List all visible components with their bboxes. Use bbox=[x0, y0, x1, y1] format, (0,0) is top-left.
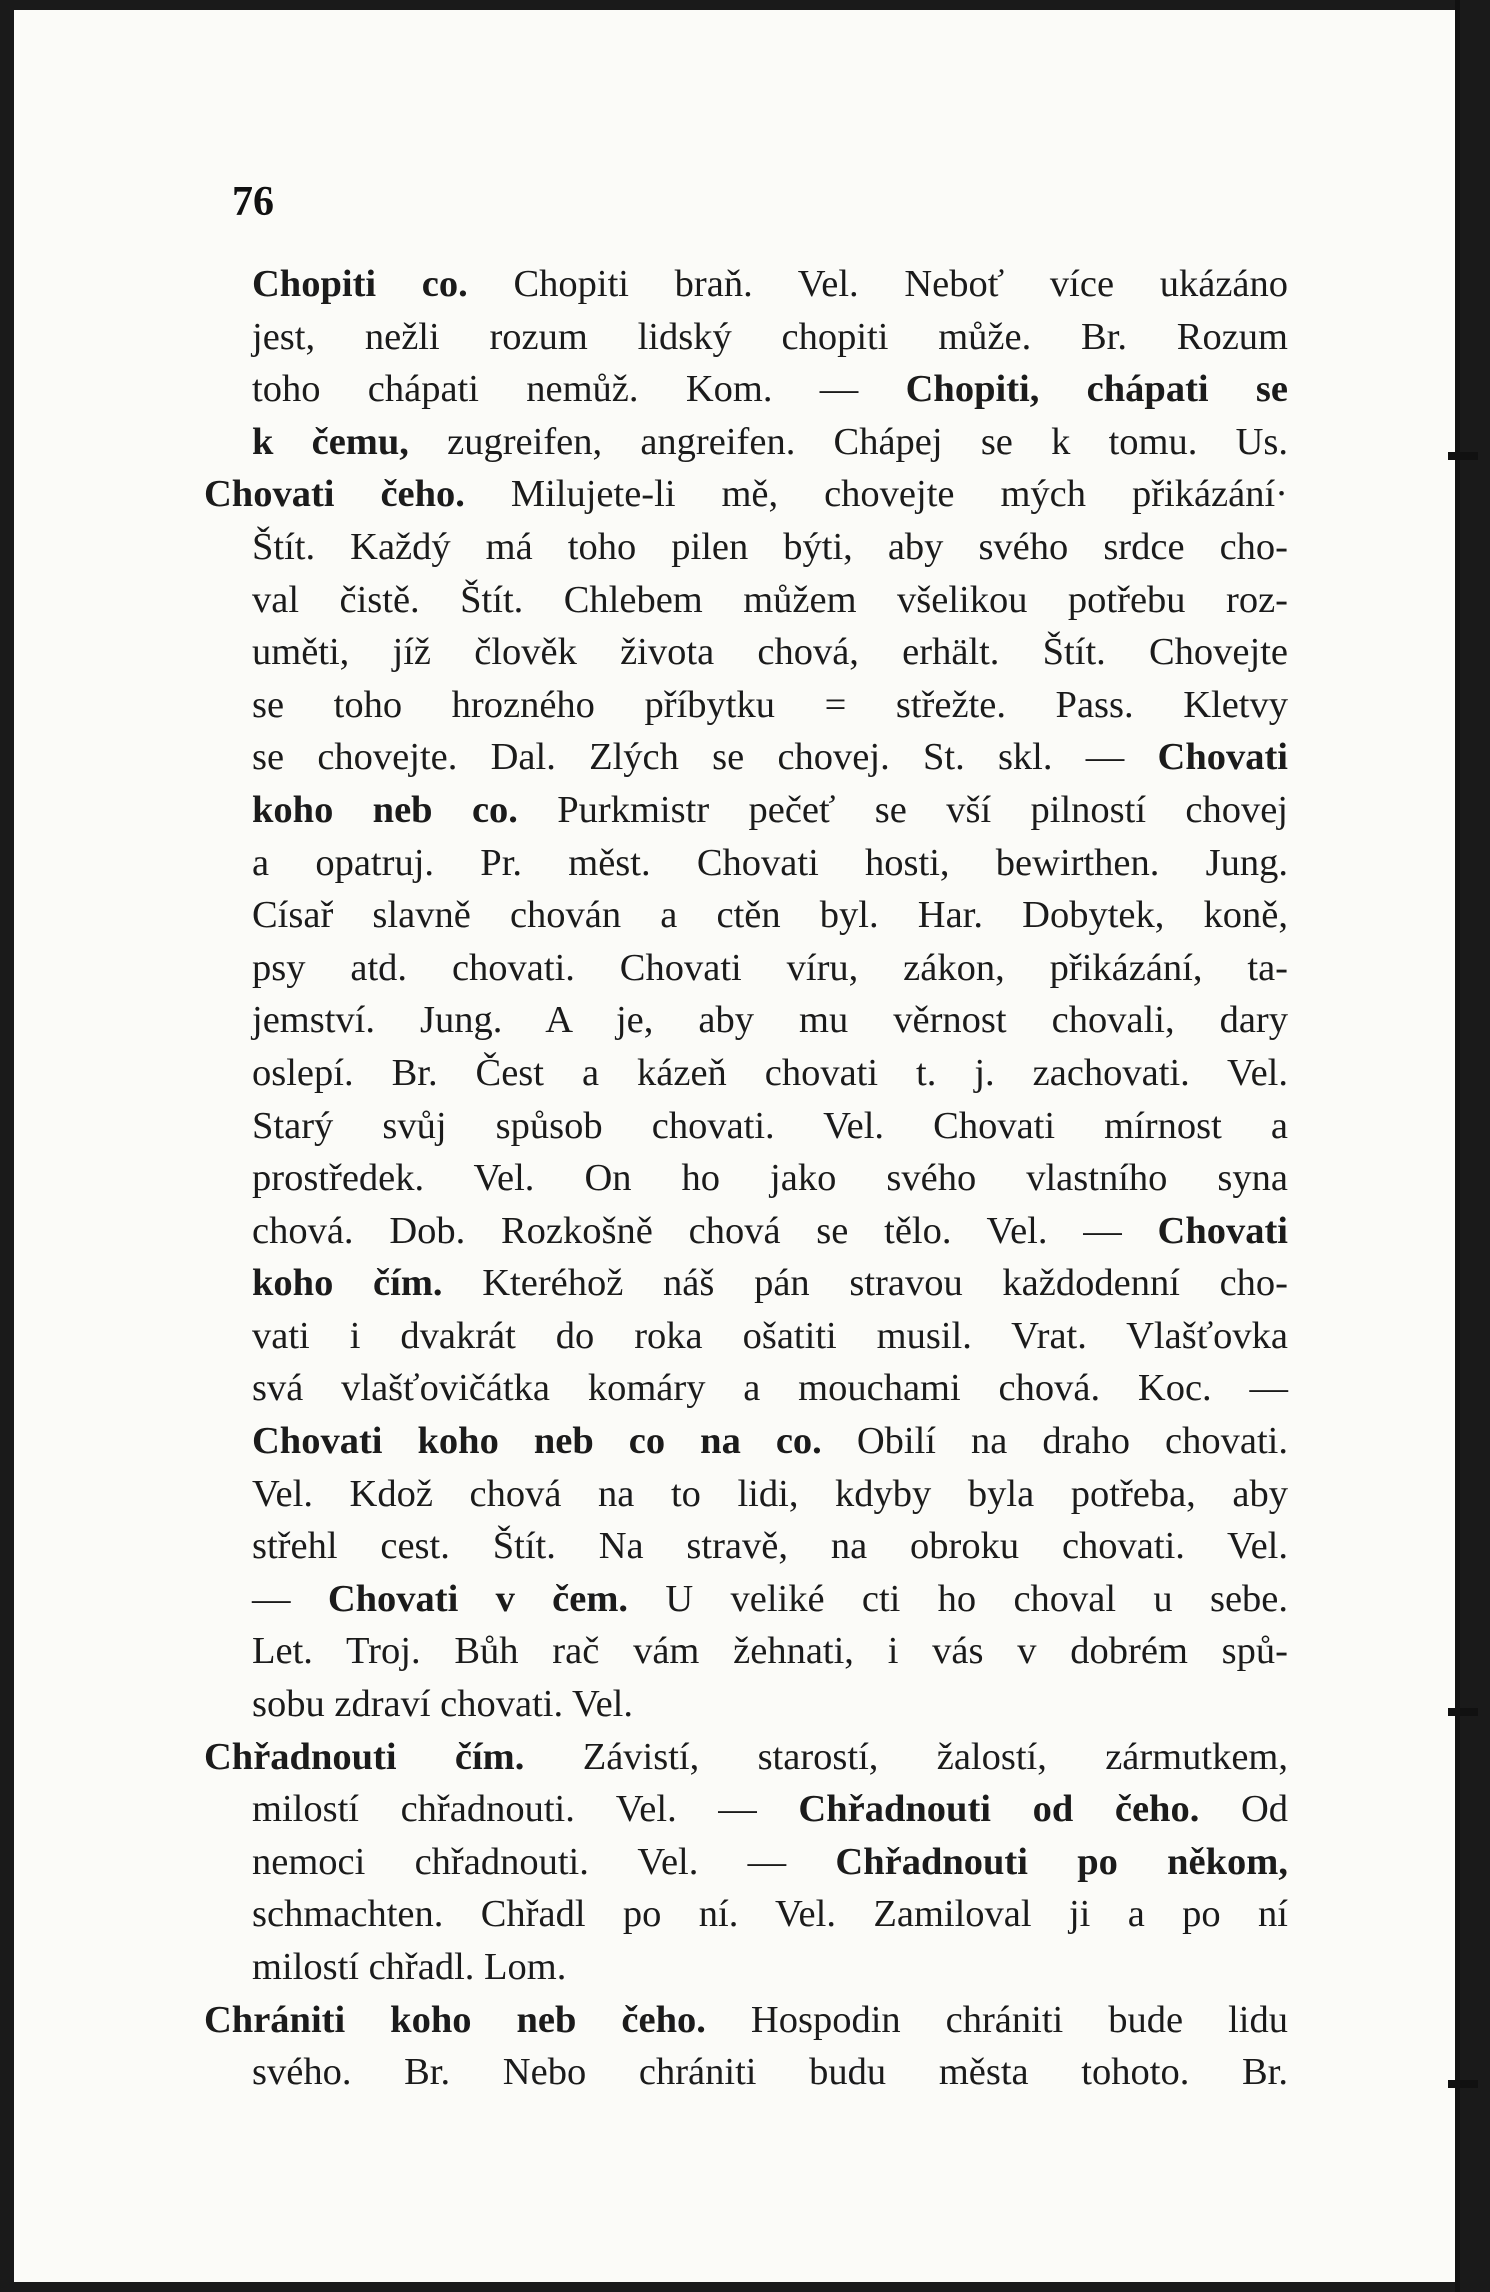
text-line: Chopiti co. Chopiti braň. Vel. Neboť více ukázáno bbox=[252, 263, 1289, 305]
text-line: psy atd. chovati. Chovati víru, zákon, přikázání, ta- bbox=[252, 946, 1288, 989]
headword: Chřadnouti čím. bbox=[204, 1735, 525, 1778]
entry-line: Chrániti koho neb čeho. Hospodin chrániti bude lidu bbox=[204, 1998, 1288, 2041]
headword: koho čím. bbox=[252, 1262, 443, 1305]
text-line: uměti, jíž člověk života chová, erhält. Štít. Chovejte bbox=[252, 631, 1288, 674]
text-line: toho chápati nemůž. Kom. — Chopiti, chápati se bbox=[252, 368, 1288, 411]
text-line: a opatruj. Pr. měst. Chovati hosti, bewirthen. Jung. bbox=[252, 841, 1288, 884]
text-line: Let. Troj. Bůh rač vám žehnati, i vás v dobrém spů- bbox=[252, 1630, 1288, 1673]
headword: Chovati bbox=[1157, 1209, 1288, 1252]
dictionary-text bbox=[204, 258, 1289, 2099]
entry-line: Chřadnouti čím. Závistí, starostí, žalostí, zármutkem, bbox=[204, 1735, 1288, 1778]
text-line: střehl cest. Štít. Na stravě, na obroku chovati. Vel. bbox=[252, 1525, 1288, 1568]
book-page bbox=[14, 10, 1458, 2282]
text-line: se chovejte. Dal. Zlých se chovej. St. skl. — Chovati bbox=[252, 736, 1288, 779]
text-line: Vel. Kdož chová na to lidi, kdyby byla potřeba, aby bbox=[252, 1472, 1288, 1515]
text-line: milostí chřadl. Lom. bbox=[252, 1946, 567, 1988]
text-line: vati i dvakrát do roka ošatiti musil. Vrat. Vlašťovka bbox=[252, 1314, 1288, 1357]
text-line: schmachten. Chřadl po ní. Vel. Zamiloval ji a po ní bbox=[252, 1893, 1288, 1936]
text-line: svého. Br. Nebo chrániti budu města tohoto. Br. bbox=[252, 2051, 1288, 2094]
text-line: nemoci chřadnouti. Vel. — Chřadnouti po někom, bbox=[252, 1840, 1288, 1883]
page-edge-line bbox=[1455, 0, 1460, 2292]
text-line: jemství. Jung. A je, aby mu věrnost chovali, dary bbox=[252, 999, 1288, 1042]
text-line: koho neb co. Purkmistr pečeť se vší pilností chovej bbox=[252, 788, 1288, 831]
text-line: oslepí. Br. Čest a kázeň chovati t. j. zachovati. Vel. bbox=[252, 1051, 1288, 1094]
text-line: Starý svůj spůsob chovati. Vel. Chovati mírnost a bbox=[252, 1104, 1288, 1147]
headword: Chřadnouti od čeho. bbox=[798, 1788, 1200, 1831]
headword: Chovati v čem. bbox=[327, 1577, 629, 1620]
text-line: chová. Dob. Rozkošně chová se tělo. Vel. — Chovati bbox=[252, 1209, 1288, 1252]
text-line: sobu zdraví chovati. Vel. bbox=[252, 1683, 633, 1726]
text-line: Štít. Každý má toho pilen býti, aby svého srdce cho- bbox=[252, 525, 1288, 568]
text-line: val čistě. Štít. Chlebem můžem všelikou potřebu roz- bbox=[252, 578, 1288, 621]
page-edge-tick bbox=[1448, 2080, 1478, 2088]
text-line: Chovati koho neb co na co. Obilí na draho chovati. bbox=[252, 1420, 1288, 1463]
headword: Chovati koho neb co na co. bbox=[252, 1420, 822, 1463]
text-line: se toho hrozného příbytku = střežte. Pass. Kletvy bbox=[252, 683, 1288, 726]
headword: k čemu, bbox=[252, 420, 409, 463]
headword: Chřadnouti po někom, bbox=[835, 1840, 1288, 1883]
text-line: milostí chřadnouti. Vel. — Chřadnouti od čeho. Od bbox=[252, 1788, 1288, 1831]
headword: Chovati čeho. bbox=[204, 473, 465, 516]
headword: koho neb co. bbox=[252, 788, 518, 831]
headword: Chovati bbox=[1157, 736, 1288, 779]
headword: Chrániti koho neb čeho. bbox=[204, 1998, 706, 2041]
headword: Chopiti co. bbox=[252, 263, 468, 305]
text-line: koho čím. Kteréhož náš pán stravou každodenní cho- bbox=[252, 1262, 1289, 1305]
page-number: 76 bbox=[232, 179, 274, 225]
text-line: svá vlašťovičátka komáry a mouchami chová. Koc. — bbox=[252, 1367, 1288, 1410]
page-edge-tick bbox=[1448, 1708, 1478, 1716]
text-line: jest, nežli rozum lidský chopiti může. Br. Rozum bbox=[252, 315, 1288, 358]
entry-line: Chovati čeho. Milujete-li mě, chovejte mých přikázání· bbox=[204, 473, 1288, 516]
headword: Chopiti, chápati se bbox=[905, 368, 1288, 411]
text-line: Císař slavně chován a ctěn byl. Har. Dobytek, koně, bbox=[252, 894, 1288, 937]
text-line: k čemu, zugreifen, angreifen. Chápej se k tomu. Us. bbox=[252, 420, 1288, 463]
text-line: — Chovati v čem. U veliké cti ho choval u sebe. bbox=[252, 1577, 1288, 1620]
text-line: prostředek. Vel. On ho jako svého vlastního syna bbox=[252, 1157, 1288, 1200]
page-edge-tick bbox=[1448, 452, 1478, 460]
